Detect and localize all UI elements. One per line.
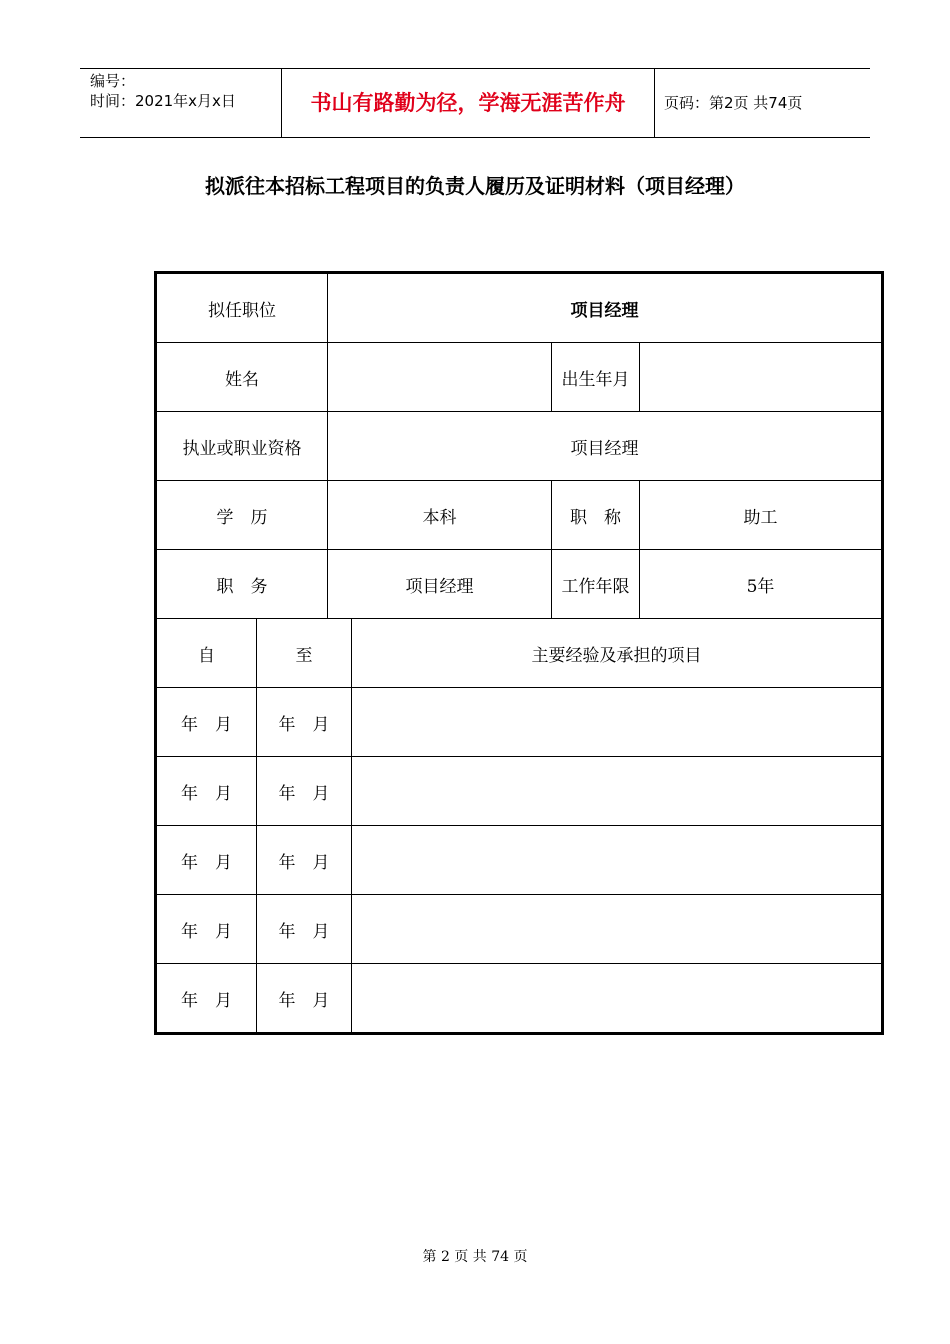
document-title: 拟派往本招标工程项目的负责人履历及证明材料（项目经理）: [205, 174, 745, 198]
history-project-cell: [352, 757, 883, 826]
professional-title-value: 助工: [640, 481, 883, 550]
name-label: 姓名: [156, 343, 328, 412]
page-header: [80, 68, 870, 138]
education-value: 本科: [328, 481, 552, 550]
position-label: 拟任职位: [156, 273, 328, 343]
form-row-duty: [156, 550, 883, 619]
history-from-cell: 年 月: [156, 757, 257, 826]
header-time-label: 时间：2021年x月x日: [90, 92, 236, 110]
history-to-cell: 年 月: [257, 688, 352, 757]
history-row: [156, 964, 883, 1034]
position-value: 项目经理: [328, 273, 883, 343]
work-years-label: 工作年限: [552, 550, 640, 619]
work-years-value: 5年: [640, 550, 883, 619]
professional-title-label: 职 称: [552, 481, 640, 550]
form-row-position: [156, 273, 883, 343]
birth-label: 出生年月: [552, 343, 640, 412]
history-row: [156, 895, 883, 964]
name-value: [328, 343, 552, 412]
history-header-row: [156, 619, 883, 688]
form-row-education: [156, 481, 883, 550]
history-project-cell: [352, 688, 883, 757]
qualification-value: 项目经理: [328, 412, 883, 481]
history-from-header: 自: [156, 619, 257, 688]
form-row-name: [156, 343, 883, 412]
history-row: [156, 757, 883, 826]
history-from-cell: 年 月: [156, 964, 257, 1034]
education-label: 学 历: [156, 481, 328, 550]
history-projects-header: 主要经验及承担的项目: [352, 619, 883, 688]
history-to-header: 至: [257, 619, 352, 688]
history-to-cell: 年 月: [257, 826, 352, 895]
duty-label: 职 务: [156, 550, 328, 619]
header-number-label: 编号：: [90, 72, 136, 90]
form-row-qualification: [156, 412, 883, 481]
duty-value: 项目经理: [328, 550, 552, 619]
history-to-cell: 年 月: [257, 895, 352, 964]
history-from-cell: 年 月: [156, 826, 257, 895]
header-meta: [90, 71, 280, 111]
page-footer: 第 2 页 共 74 页: [422, 1249, 528, 1265]
history-from-cell: 年 月: [156, 895, 257, 964]
qualification-label: 执业或职业资格: [156, 412, 328, 481]
history-to-cell: 年 月: [257, 757, 352, 826]
header-motto: 书山有路勤为径，学海无涯苦作舟: [310, 91, 626, 115]
header-page-label: 页码：第2页 共74页: [664, 94, 803, 112]
history-project-cell: [352, 895, 883, 964]
history-from-cell: 年 月: [156, 688, 257, 757]
resume-form-table: [154, 271, 884, 1035]
history-to-cell: 年 月: [257, 964, 352, 1034]
history-project-cell: [352, 964, 883, 1034]
history-row: [156, 688, 883, 757]
birth-value: [640, 343, 883, 412]
header-divider: [654, 69, 655, 137]
history-row: [156, 826, 883, 895]
history-project-cell: [352, 826, 883, 895]
